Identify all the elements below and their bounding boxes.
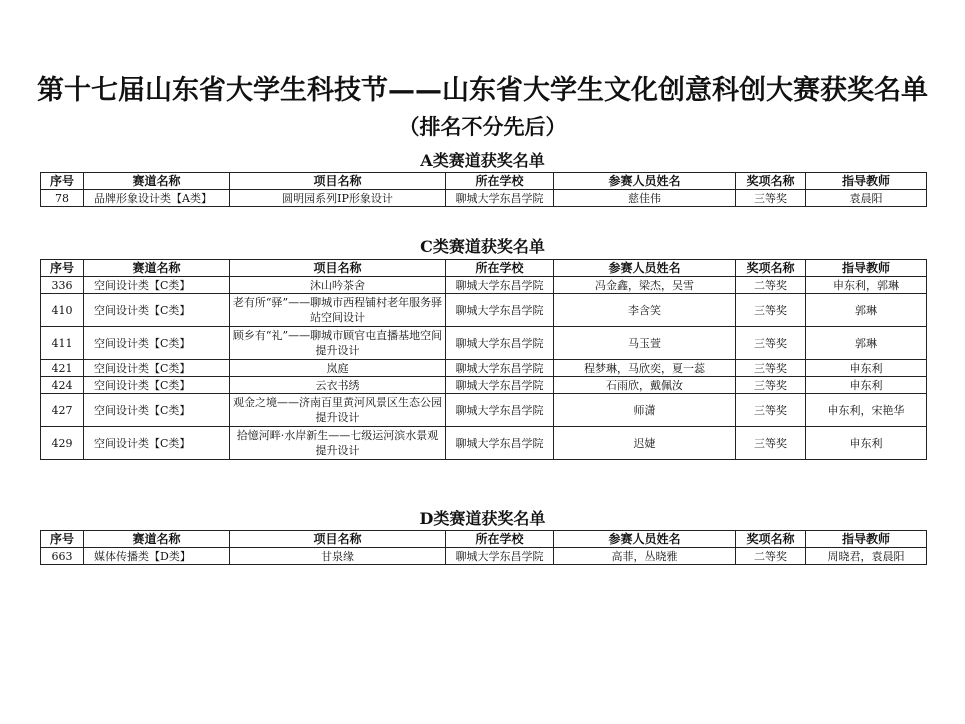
table-row: [41, 394, 927, 427]
table-header-row: [41, 531, 927, 548]
cell-track-name: 品牌形象设计类【A类】: [84, 190, 230, 207]
cell-project-name: 圆明园系列IP形象设计: [230, 190, 446, 207]
header-project-name: 项目名称: [230, 260, 446, 277]
cell-advisor: 郭琳: [806, 294, 927, 327]
cell-award: 三等奖: [736, 427, 806, 460]
header-award: 奖项名称: [736, 173, 806, 190]
document-subtitle: （排名不分先后）: [398, 115, 567, 139]
cell-members: 程梦琳，马欣奕，夏一蕊: [554, 360, 736, 377]
cell-project-name: 云衣书绣: [230, 377, 446, 394]
section-d-table: [40, 530, 927, 565]
header-school: 所在学校: [446, 173, 554, 190]
cell-award: 三等奖: [736, 394, 806, 427]
cell-advisor: 申东利: [806, 377, 927, 394]
cell-award: 三等奖: [736, 377, 806, 394]
cell-members: 慈佳伟: [554, 190, 736, 207]
section-c-title: C类赛道获奖名单: [420, 237, 545, 256]
header-serial-number: 序号: [41, 173, 84, 190]
cell-track-name: 空间设计类【C类】: [84, 427, 230, 460]
cell-award: 二等奖: [736, 277, 806, 294]
header-school: 所在学校: [446, 531, 554, 548]
cell-track-name: 空间设计类【C类】: [84, 377, 230, 394]
table-row: [41, 427, 927, 460]
cell-advisor: 申东利，郭琳: [806, 277, 927, 294]
cell-award: 三等奖: [736, 327, 806, 360]
cell-school: 聊城大学东昌学院: [446, 427, 554, 460]
cell-track-name: 空间设计类【C类】: [84, 360, 230, 377]
cell-serial-number: 429: [41, 427, 84, 460]
section-a-table: [40, 172, 927, 207]
table-row: [41, 548, 927, 565]
header-serial-number: 序号: [41, 531, 84, 548]
cell-award: 三等奖: [736, 360, 806, 377]
cell-school: 聊城大学东昌学院: [446, 394, 554, 427]
table-row: [41, 277, 927, 294]
cell-advisor: 郭琳: [806, 327, 927, 360]
table-row: [41, 327, 927, 360]
header-members: 参赛人员姓名: [554, 173, 736, 190]
cell-award: 三等奖: [736, 190, 806, 207]
cell-track-name: 媒体传播类【D类】: [84, 548, 230, 565]
section-c-table: [40, 259, 927, 460]
header-members: 参赛人员姓名: [554, 260, 736, 277]
cell-school: 聊城大学东昌学院: [446, 548, 554, 565]
cell-serial-number: 421: [41, 360, 84, 377]
cell-members: 马玉萱: [554, 327, 736, 360]
cell-school: 聊城大学东昌学院: [446, 190, 554, 207]
cell-award: 二等奖: [736, 548, 806, 565]
cell-school: 聊城大学东昌学院: [446, 360, 554, 377]
cell-award: 三等奖: [736, 294, 806, 327]
cell-school: 聊城大学东昌学院: [446, 377, 554, 394]
header-serial-number: 序号: [41, 260, 84, 277]
header-school: 所在学校: [446, 260, 554, 277]
cell-school: 聊城大学东昌学院: [446, 327, 554, 360]
cell-members: 李含笑: [554, 294, 736, 327]
cell-project-name: 老有所“驿”——聊城市西程铺村老年服务驿站空间设计: [230, 294, 446, 327]
table-row: [41, 360, 927, 377]
cell-track-name: 空间设计类【C类】: [84, 294, 230, 327]
header-award: 奖项名称: [736, 260, 806, 277]
cell-advisor: 申东利: [806, 360, 927, 377]
cell-project-name: 顾乡有“礼”——聊城市顾官屯直播基地空间提升设计: [230, 327, 446, 360]
cell-serial-number: 663: [41, 548, 84, 565]
cell-serial-number: 336: [41, 277, 84, 294]
table-row: [41, 190, 927, 207]
document-title: 第十七届山东省大学生科技节——山东省大学生文化创意科创大赛获奖名单: [37, 75, 928, 106]
header-track-name: 赛道名称: [84, 531, 230, 548]
cell-school: 聊城大学东昌学院: [446, 277, 554, 294]
cell-serial-number: 424: [41, 377, 84, 394]
cell-track-name: 空间设计类【C类】: [84, 327, 230, 360]
cell-serial-number: 410: [41, 294, 84, 327]
header-advisor: 指导教师: [806, 260, 927, 277]
cell-members: 高菲，丛晓雅: [554, 548, 736, 565]
cell-members: 冯金鑫，梁杰，吴雪: [554, 277, 736, 294]
header-advisor: 指导教师: [806, 531, 927, 548]
table-row: [41, 294, 927, 327]
table-row: [41, 377, 927, 394]
header-track-name: 赛道名称: [84, 260, 230, 277]
section-d-title: D类赛道获奖名单: [419, 509, 546, 528]
cell-project-name: 甘泉缘: [230, 548, 446, 565]
cell-track-name: 空间设计类【C类】: [84, 277, 230, 294]
cell-serial-number: 411: [41, 327, 84, 360]
cell-advisor: 袁晨阳: [806, 190, 927, 207]
header-project-name: 项目名称: [230, 173, 446, 190]
section-a-title: A类赛道获奖名单: [420, 151, 545, 170]
cell-members: 迟婕: [554, 427, 736, 460]
cell-project-name: 岚庭: [230, 360, 446, 377]
cell-members: 石雨欣，戴佩汝: [554, 377, 736, 394]
header-advisor: 指导教师: [806, 173, 927, 190]
table-header-row: [41, 173, 927, 190]
header-members: 参赛人员姓名: [554, 531, 736, 548]
cell-project-name: 观金之境——济南百里黄河风景区生态公园提升设计: [230, 394, 446, 427]
header-award: 奖项名称: [736, 531, 806, 548]
cell-members: 师潇: [554, 394, 736, 427]
cell-school: 聊城大学东昌学院: [446, 294, 554, 327]
cell-project-name: 沐山吟茶舍: [230, 277, 446, 294]
header-track-name: 赛道名称: [84, 173, 230, 190]
table-header-row: [41, 260, 927, 277]
cell-advisor: 申东利: [806, 427, 927, 460]
cell-serial-number: 427: [41, 394, 84, 427]
cell-project-name: 拾憶河畔·水岸新生——七级运河滨水景观提升设计: [230, 427, 446, 460]
cell-advisor: 周晓君，袁晨阳: [806, 548, 927, 565]
cell-serial-number: 78: [41, 190, 84, 207]
cell-advisor: 申东利，宋艳华: [806, 394, 927, 427]
header-project-name: 项目名称: [230, 531, 446, 548]
cell-track-name: 空间设计类【C类】: [84, 394, 230, 427]
